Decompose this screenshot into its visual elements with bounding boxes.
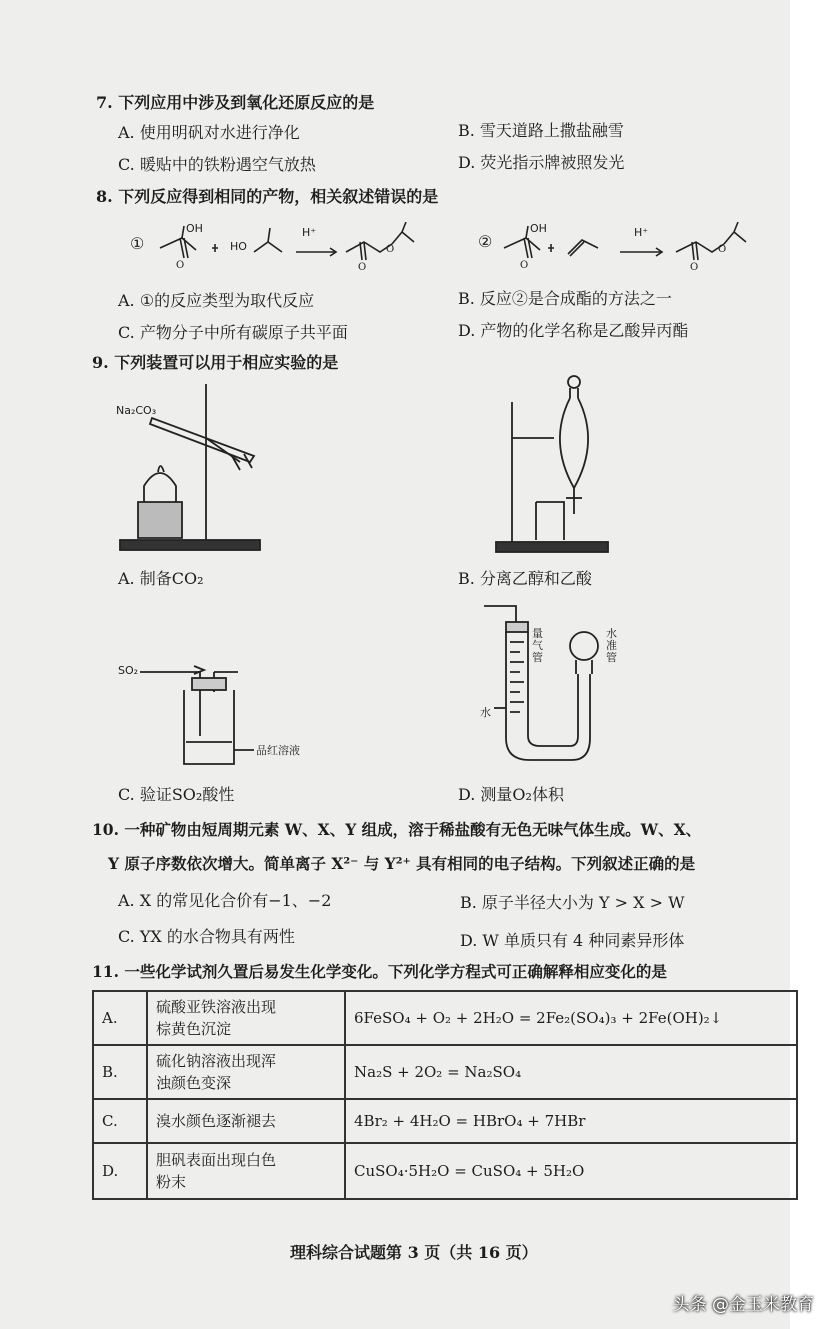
q8-stem: 8. 下列反应得到相同的产物，相关叙述错误的是 bbox=[96, 187, 439, 206]
reaction-2-catalyst: H⁺ bbox=[634, 226, 649, 239]
q7-option-b: B. 雪天道路上撒盐融雪 bbox=[458, 121, 624, 140]
reaction-1-oh-label: OH bbox=[186, 222, 203, 235]
reaction-2-oh-label: OH bbox=[530, 222, 547, 235]
table-row bbox=[93, 991, 797, 1045]
apparatus-c-gas-washing-bottle bbox=[140, 660, 260, 780]
svg-text:O: O bbox=[386, 244, 395, 255]
apparatus-d-tube-label: 量气管 bbox=[532, 627, 543, 664]
svg-text:O: O bbox=[358, 262, 367, 272]
apparatus-a-heating-setup bbox=[110, 380, 270, 560]
apparatus-d-water-label: 水 bbox=[480, 706, 491, 719]
q11-options-table bbox=[92, 990, 798, 1200]
reaction-1-number: ① bbox=[130, 234, 145, 253]
q9-option-b: B. 分离乙醇和乙酸 bbox=[458, 569, 592, 588]
q8-option-d: D. 产物的化学名称是乙酸异丙酯 bbox=[458, 321, 689, 340]
reaction-1-ho-label: HO bbox=[230, 240, 247, 253]
q10-option-d: D. W 单质只有 4 种同素异形体 bbox=[460, 931, 685, 950]
apparatus-b-separatory-funnel bbox=[492, 372, 612, 558]
row-a-phenomenon: 硫酸亚铁溶液出现 棕黄色沉淀 bbox=[147, 991, 345, 1045]
row-a-option: A. bbox=[93, 991, 147, 1045]
svg-text:O: O bbox=[690, 262, 699, 272]
q7-option-d: D. 荧光指示牌被照发光 bbox=[458, 153, 625, 172]
row-c-option: C. bbox=[93, 1099, 147, 1143]
apparatus-c-liquid-label: 品红溶液 bbox=[256, 744, 300, 757]
row-d-phenomenon: 胆矾表面出现白色 粉末 bbox=[147, 1143, 345, 1199]
q8-option-c: C. 产物分子中所有碳原子共平面 bbox=[118, 323, 348, 342]
svg-text:O: O bbox=[718, 244, 727, 255]
q8-option-a: A. ①的反应类型为取代反应 bbox=[118, 291, 315, 310]
reaction-2-number: ② bbox=[478, 232, 493, 251]
q9-option-c: C. 验证SO₂酸性 bbox=[118, 785, 235, 804]
row-a-equation: 6FeSO₄ + O₂ + 2H₂O = 2Fe₂(SO₄)₃ + 2Fe(OH)₂↓ bbox=[345, 991, 797, 1045]
q9-option-d: D. 测量O₂体积 bbox=[458, 785, 564, 804]
watermark: 头条 @金玉米教育 bbox=[672, 1295, 814, 1315]
svg-text:O: O bbox=[176, 260, 185, 271]
q11-stem: 11. 一些化学试剂久置后易发生化学变化。下列化学方程式可正确解释相应变化的是 bbox=[92, 962, 667, 981]
page-footer: 理科综合试题第 3 页（共 16 页） bbox=[290, 1243, 538, 1262]
q7-stem: 7. 下列应用中涉及到氧化还原反应的是 bbox=[96, 93, 375, 112]
apparatus-c-gas-label: SO₂ bbox=[118, 664, 139, 677]
q9-option-a: A. 制备CO₂ bbox=[118, 569, 204, 588]
apparatus-d-level-label: 水准管 bbox=[606, 627, 617, 664]
q10-stem-line-2: Y 原子序数依次增大。简单离子 X²⁻ 与 Y²⁺ 具有相同的电子结构。下列叙述正确的是 bbox=[108, 854, 696, 873]
q10-stem-line-1: 10. 一种矿物由短周期元素 W、X、Y 组成，溶于稀盐酸有无色无味气体生成。W、X、 bbox=[92, 820, 702, 839]
q10-option-b: B. 原子半径大小为 Y > X > W bbox=[460, 893, 685, 912]
row-b-equation: Na₂S + 2O₂ = Na₂SO₄ bbox=[345, 1045, 797, 1099]
table-row bbox=[93, 1045, 797, 1099]
table-row bbox=[93, 1099, 797, 1143]
q10-option-c: C. YX 的水合物具有两性 bbox=[118, 927, 295, 946]
svg-text:O: O bbox=[520, 260, 529, 271]
apparatus-d-gas-measuring-tube bbox=[480, 600, 610, 776]
row-c-equation: 4Br₂ + 4H₂O = HBrO₄ + 7HBr bbox=[345, 1099, 797, 1143]
row-c-phenomenon: 溴水颜色逐渐褪去 bbox=[147, 1099, 345, 1143]
reaction-1-structures bbox=[140, 222, 430, 272]
q7-option-c: C. 暖贴中的铁粉遇空气放热 bbox=[118, 155, 316, 174]
row-b-phenomenon: 硫化钠溶液出现浑 浊颜色变深 bbox=[147, 1045, 345, 1099]
reaction-1-catalyst: H⁺ bbox=[302, 226, 317, 239]
row-d-equation: CuSO₄·5H₂O = CuSO₄ + 5H₂O bbox=[345, 1143, 797, 1199]
q9-stem: 9. 下列装置可以用于相应实验的是 bbox=[92, 353, 339, 372]
table-row bbox=[93, 1143, 797, 1199]
reaction-2-structures bbox=[490, 222, 770, 272]
apparatus-a-reagent-label: Na₂CO₃ bbox=[116, 404, 157, 417]
row-d-option: D. bbox=[93, 1143, 147, 1199]
row-b-option: B. bbox=[93, 1045, 147, 1099]
q10-option-a: A. X 的常见化合价有−1、−2 bbox=[118, 891, 332, 910]
q7-option-a: A. 使用明矾对水进行净化 bbox=[118, 123, 300, 142]
q8-option-b: B. 反应②是合成酯的方法之一 bbox=[458, 289, 672, 308]
